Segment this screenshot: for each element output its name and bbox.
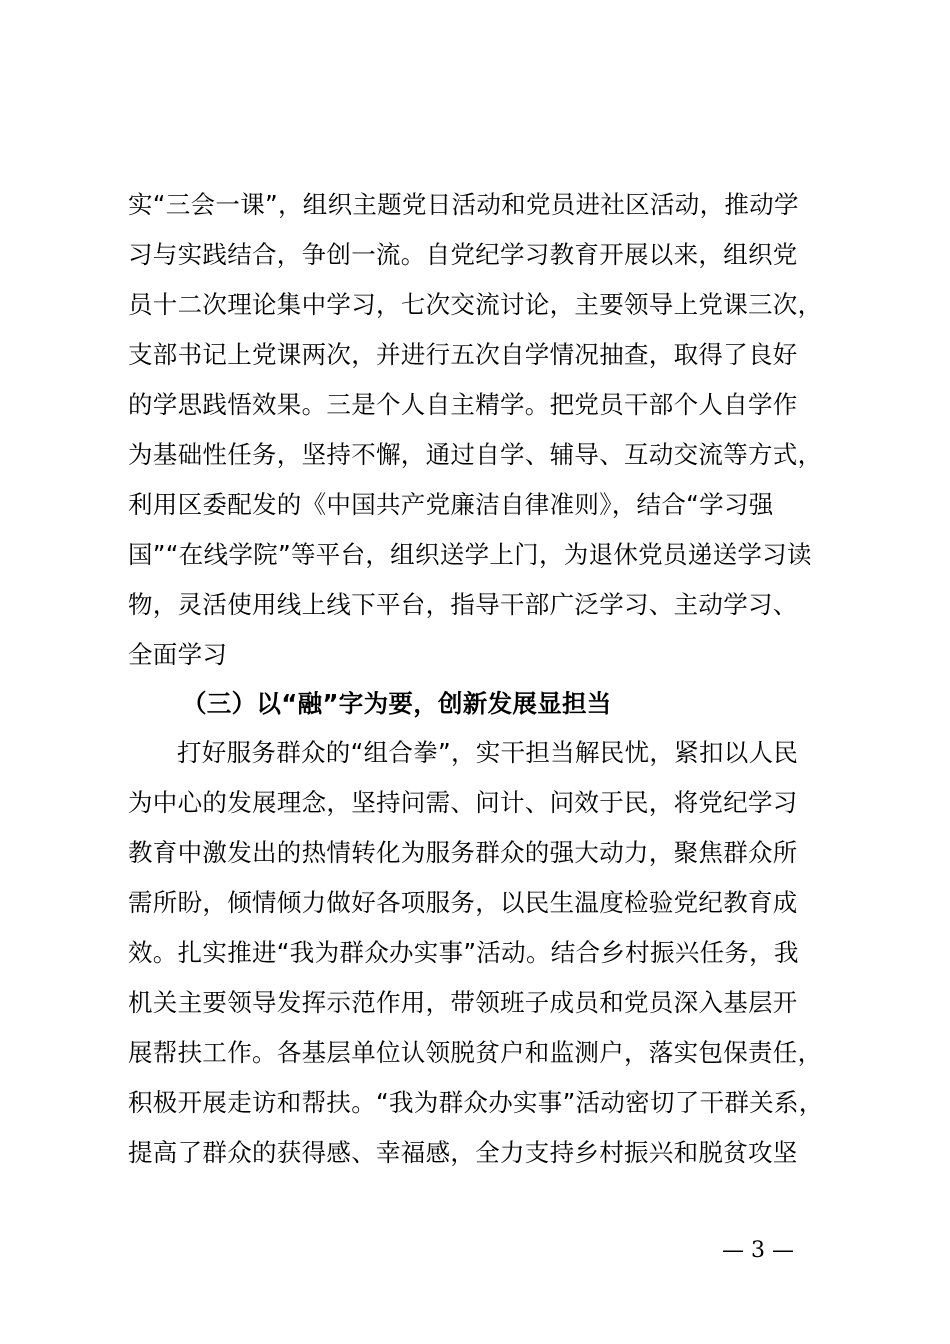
paragraph-line: 提高了群众的获得感、幸福感，全力支持乡村振兴和脱贫攻坚 <box>128 1138 798 1167</box>
paragraph-line: 国”“在线学院”等平台，组织送学上门，为退休党员递送学习读 <box>128 540 812 569</box>
paragraph-line: 教育中激发出的热情转化为服务群众的强大动力，聚焦群众所 <box>128 838 798 867</box>
paragraph-line: 展帮扶工作。各基层单位认领脱贫户和监测户，落实包保责任， <box>128 1038 823 1067</box>
paragraph-line: 机关主要领导发挥示范作用，带领班子成员和党员深入基层开 <box>128 988 798 1017</box>
paragraph-line: 的学思践悟效果。三是个人自主精学。把党员干部个人自学作 <box>128 390 798 419</box>
page-number: — 3 — <box>722 1238 794 1263</box>
paragraph-line: 效。扎实推进“我为群众办实事”活动。结合乡村振兴任务，我 <box>128 938 799 967</box>
paragraph-line: 支部书记上党课两次，并进行五次自学情况抽查，取得了良好 <box>128 340 798 369</box>
paragraph-line: 打好服务群众的“组合拳”，实干担当解民忧，紧扣以人民 <box>177 738 799 767</box>
paragraph-line: 为中心的发展理念，坚持问需、问计、问效于民，将党纪学习 <box>128 788 798 817</box>
paragraph-line: 利用区委配发的《中国共产党廉洁自律准则》，结合“学习强 <box>128 490 774 519</box>
section-heading: （三）以“融”字为要，创新发展显担当 <box>182 689 612 718</box>
paragraph-line: 为基础性任务，坚持不懈，通过自学、辅导、互动交流等方式， <box>128 440 823 469</box>
paragraph-line: 实“三会一课”，组织主题党日活动和党员进社区活动，推动学 <box>128 190 799 219</box>
paragraph-line: 习与实践结合，争创一流。自党纪学习教育开展以来，组织党 <box>128 240 798 269</box>
paragraph-line: 全面学习 <box>128 640 228 669</box>
paragraph-line: 积极开展走访和帮扶。“我为群众办实事”活动密切了干群关系， <box>128 1088 824 1117</box>
paragraph-line: 员十二次理论集中学习，七次交流讨论，主要领导上党课三次， <box>128 290 823 319</box>
paragraph-line: 需所盼，倾情倾力做好各项服务，以民生温度检验党纪教育成 <box>128 888 798 917</box>
paragraph-line: 物，灵活使用线上线下平台，指导干部广泛学习、主动学习、 <box>128 590 798 619</box>
